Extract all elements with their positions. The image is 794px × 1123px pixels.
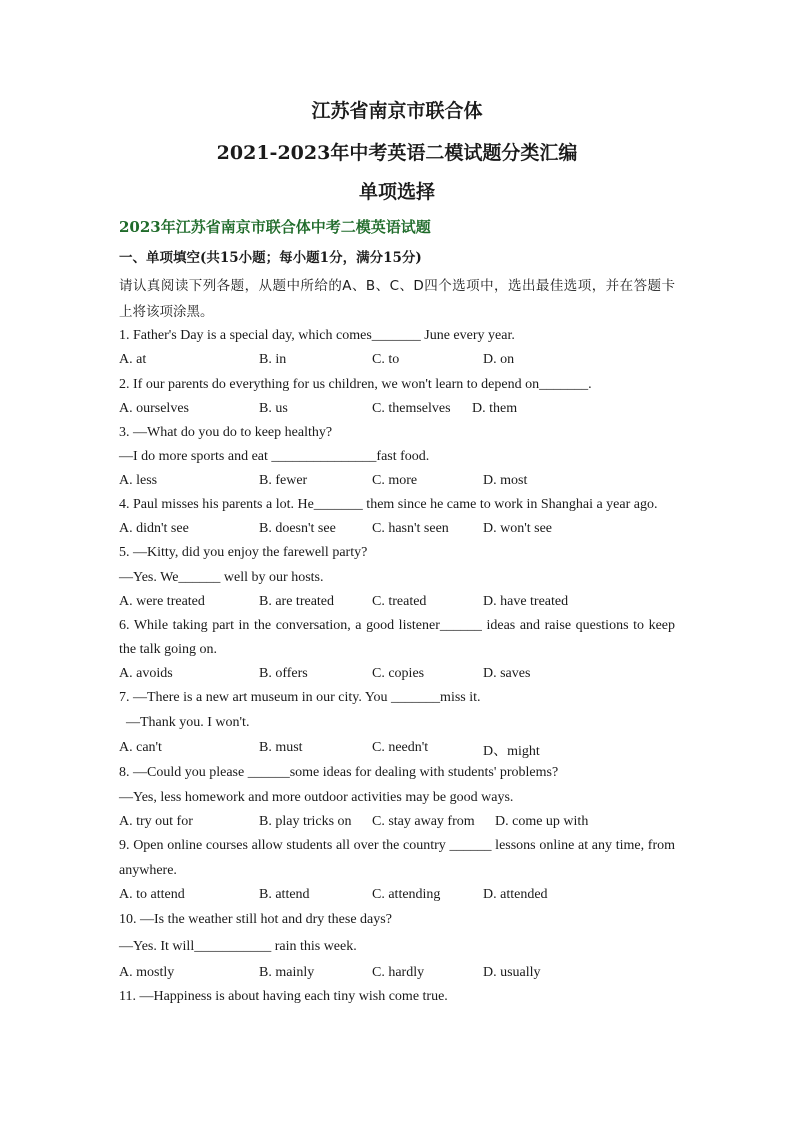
option-a: A. to attend: [119, 887, 185, 902]
option-c: C. hasn't seen: [372, 521, 449, 536]
option-b: B. fewer: [259, 473, 308, 488]
question-5: 5. —Kitty, did you enjoy the farewell party?: [119, 545, 368, 560]
question-3: 3. —What do you do to keep healthy?: [119, 425, 333, 440]
option-d: D. on: [483, 352, 515, 367]
question-10: 10. —Is the weather still hot and dry these days?: [119, 912, 392, 927]
option-a: A. were treated: [119, 594, 205, 609]
option-b: B. in: [259, 352, 287, 367]
question-6: 6. While taking part in the conversation, a good listener______ ideas and raise questions to keep: [119, 618, 675, 633]
option-a: A. avoids: [119, 666, 173, 681]
question-8: 8. —Could you please ______some ideas for dealing with students' problems?: [119, 765, 559, 780]
option-a: A. try out for: [119, 814, 193, 829]
option-d: D. come up with: [495, 814, 589, 829]
option-c: C. copies: [372, 666, 425, 681]
question-3-reply: —I do more sports and eat _______________fast food.: [119, 449, 430, 464]
question-9-cont: anywhere.: [119, 863, 177, 878]
question-5-reply: —Yes. We______ well by our hosts.: [119, 570, 324, 585]
option-b: B. offers: [259, 666, 308, 681]
question-7: 7. —There is a new art museum in our city. You _______miss it.: [119, 690, 481, 705]
question-1: 1. Father's Day is a special day, which comes_______ June every year.: [119, 328, 515, 343]
question-4: 4. Paul misses his parents a lot. He_______ them since he came to work in Shanghai a year ago.: [119, 497, 658, 512]
option-a: A. ourselves: [119, 401, 189, 416]
option-b: B. play tricks on: [259, 814, 352, 829]
question-2: 2. If our parents do everything for us children, we won't learn to depend on_______.: [119, 377, 592, 392]
option-c: C. hardly: [372, 965, 425, 980]
instructions-line-1: 请认真阅读下列各题，从题中所给的A、B、C、D四个选项中，选出最佳选项，并在答题卡: [119, 278, 675, 294]
option-b: B. us: [259, 401, 288, 416]
document-title: 江苏省南京市联合体: [311, 100, 483, 122]
question-11: 11. —Happiness is about having each tiny wish come true.: [119, 989, 448, 1004]
question-10-reply: —Yes. It will___________ rain this week.: [119, 939, 357, 954]
section-title: 2023年江苏省南京市联合体中考二模英语试题: [119, 218, 431, 236]
option-d: D. won't see: [483, 521, 553, 536]
option-b: B. doesn't see: [259, 521, 336, 536]
document-category: 单项选择: [358, 181, 435, 203]
option-c: C. more: [372, 473, 418, 488]
instructions-line-2: 上将该项涂黑。: [119, 304, 214, 320]
option-c: C. themselves: [372, 401, 451, 416]
option-c: C. treated: [372, 594, 427, 609]
option-c: C. to: [372, 352, 400, 367]
question-8-reply: —Yes, less homework and more outdoor activities may be good ways.: [119, 790, 514, 805]
document-subtitle: 2021-2023年中考英语二模试题分类汇编: [216, 142, 578, 164]
question-6-cont: the talk going on.: [119, 642, 217, 657]
option-d: D. usually: [483, 965, 541, 980]
option-d: D. attended: [483, 887, 548, 902]
option-d: D. saves: [483, 666, 531, 681]
part-heading: 一、单项填空(共15小题；每小题1分，满分15分): [119, 250, 422, 266]
option-b: B. mainly: [259, 965, 315, 980]
question-9: 9. Open online courses allow students all over the country ______ lessons online at any time, from: [119, 838, 675, 853]
option-c: C. stay away from: [372, 814, 475, 829]
option-d: D. most: [483, 473, 528, 488]
option-a: A. can't: [119, 740, 162, 755]
option-c: C. needn't: [372, 740, 429, 755]
option-a: A. mostly: [119, 965, 175, 980]
option-a: A. at: [119, 352, 147, 367]
option-a: A. didn't see: [119, 521, 189, 536]
option-a: A. less: [119, 473, 158, 488]
option-d: D. have treated: [483, 594, 569, 609]
option-b: B. attend: [259, 887, 310, 902]
option-b: B. are treated: [259, 594, 335, 609]
option-c: C. attending: [372, 887, 441, 902]
option-d: D. them: [472, 401, 518, 416]
question-7-reply: —Thank you. I won't.: [119, 715, 250, 730]
option-d: D、might: [483, 744, 540, 759]
option-b: B. must: [259, 740, 303, 755]
